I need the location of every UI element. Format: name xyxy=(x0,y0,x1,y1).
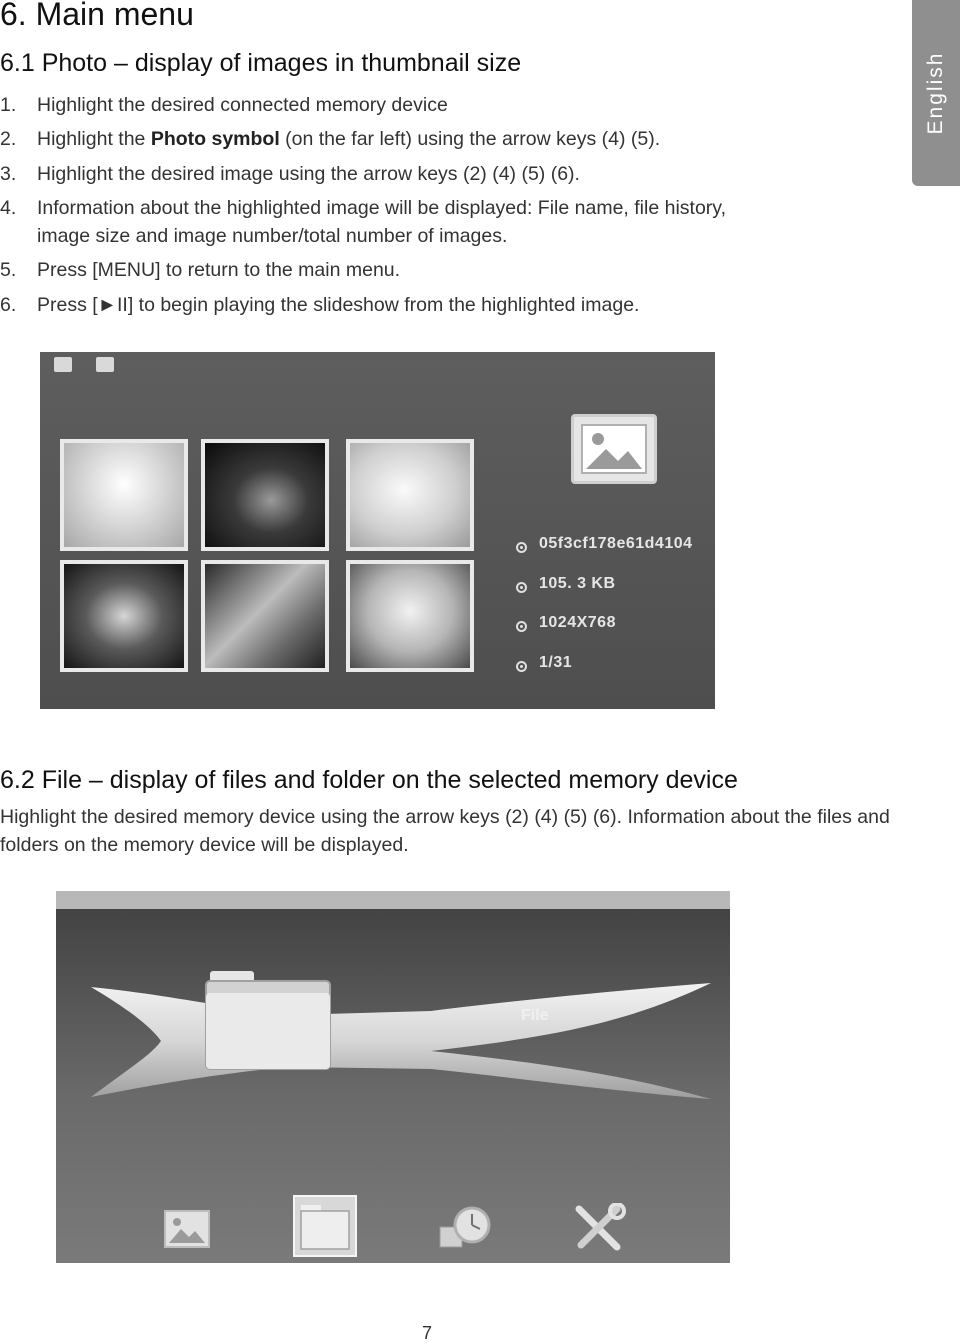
photo-thumbnail-screen xyxy=(40,352,715,709)
step-item xyxy=(0,191,900,254)
step-text-bold: Photo symbol xyxy=(150,128,280,151)
step-item xyxy=(0,88,900,122)
thumbnail-image xyxy=(205,443,325,547)
step-number: 1. xyxy=(0,94,17,116)
info-value: 05f3cf178e61d4104 xyxy=(539,535,693,552)
step-number: 6. xyxy=(0,293,17,316)
photo-preview-icon xyxy=(571,414,657,484)
menu-ribbon xyxy=(91,981,711,1101)
photo-icon[interactable] xyxy=(163,1209,211,1249)
page-number: 7 xyxy=(421,1323,432,1343)
page-heading: 6. Main menu xyxy=(0,0,194,32)
thumbnail-image xyxy=(205,564,325,668)
bottom-menu-icons xyxy=(56,1197,730,1263)
info-value: 105. 3 KB xyxy=(539,574,616,592)
step-text: Press [►II] to begin playing the slideshow from the highlighted image. xyxy=(37,293,640,316)
bullet-icon xyxy=(516,661,527,672)
step-number: 4. xyxy=(0,196,17,219)
step-item xyxy=(0,288,900,322)
clock-calendar-icon[interactable] xyxy=(438,1205,494,1251)
thumbnail-6[interactable] xyxy=(346,560,474,672)
step-text: Information about the highlighted image will be displayed: File name, file history, xyxy=(37,196,727,219)
thumbnail-5[interactable] xyxy=(201,560,329,672)
bullet-icon xyxy=(516,621,527,632)
info-value: 1024X768 xyxy=(539,614,616,631)
photo-mode-icon[interactable] xyxy=(54,357,72,372)
thumbnail-3[interactable] xyxy=(346,439,474,551)
thumbnail-2[interactable] xyxy=(201,439,329,551)
step-text-post: (on the far left) using the arrow keys (4) (5). xyxy=(279,128,661,151)
music-mode-icon[interactable] xyxy=(96,357,114,372)
step-text: Press [MENU] to return to the main menu. xyxy=(37,259,401,282)
thumbnail-1[interactable] xyxy=(60,439,188,551)
step-text-continued: image size and image number/total number of images. xyxy=(37,225,508,248)
step-item xyxy=(0,122,900,156)
step-item xyxy=(0,253,900,287)
section-paragraph: Highlight the desired memory device using the arrow keys (2) (4) (5) (6). Information about the files and folders on the memory device will be displayed. xyxy=(0,806,890,856)
step-number: 5. xyxy=(0,259,17,282)
step-number: 2. xyxy=(0,128,17,151)
thumbnail-4[interactable] xyxy=(60,560,188,672)
section-title-photo: 6.1 Photo – display of images in thumbnail size xyxy=(0,49,522,77)
steps-list xyxy=(0,88,900,322)
thumbnail-image xyxy=(64,564,184,668)
file-menu-screen xyxy=(56,891,730,1263)
thumbnail-image xyxy=(64,443,184,547)
step-item xyxy=(0,157,900,191)
step-text-pre: Highlight the xyxy=(37,128,151,151)
info-value: 1/31 xyxy=(539,653,573,671)
folder-icon-large xyxy=(204,967,332,1071)
section-title-file: 6.2 File – display of files and folder on the selected memory device xyxy=(0,766,738,794)
language-tab xyxy=(912,0,960,186)
step-number: 3. xyxy=(0,162,17,185)
bullet-icon xyxy=(516,542,527,553)
top-mode-icons xyxy=(54,357,134,377)
file-menu-label: File xyxy=(521,1007,549,1024)
file-folder-icon[interactable] xyxy=(293,1195,357,1257)
step-text: Highlight the desired image using the arrow keys (2) (4) (5) (6). xyxy=(37,162,580,185)
thumbnail-image xyxy=(350,564,470,668)
step-text: Highlight the desired connected memory device xyxy=(37,94,448,116)
settings-tools-icon[interactable] xyxy=(571,1203,627,1253)
screen-top-bar xyxy=(56,891,730,909)
thumbnail-image xyxy=(350,443,470,547)
language-label: English xyxy=(924,51,947,135)
bullet-icon xyxy=(516,582,527,593)
